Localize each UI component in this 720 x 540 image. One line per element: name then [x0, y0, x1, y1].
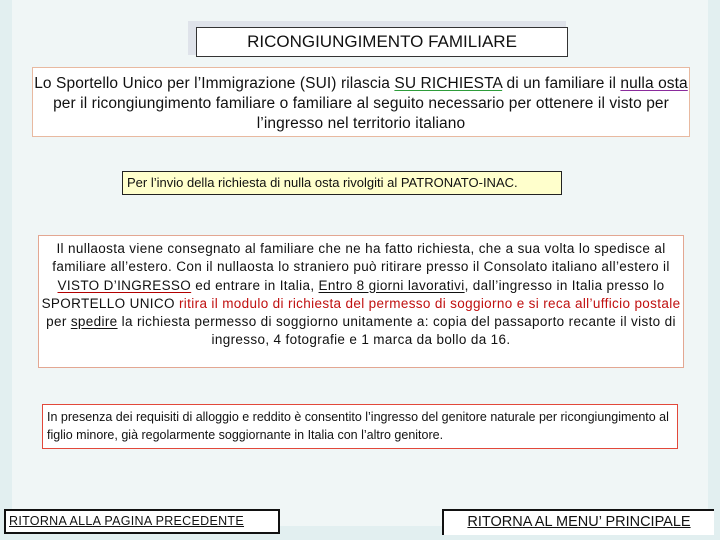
- details-text-5: la richiesta permesso di soggiorno unitamente a: copia del passaporto recante il visto di ingresso, 4 fotografie e 1 marca da bollo da 16.: [117, 314, 676, 348]
- intro-text-2: di un familiare il: [502, 75, 621, 92]
- details-text-4: per: [46, 314, 71, 330]
- su-richiesta-text: SU RICHIESTA: [394, 75, 503, 92]
- nulla-osta-text: nulla osta: [620, 75, 688, 92]
- back-to-main-menu-link[interactable]: RITORNA AL MENU’ PRINCIPALE: [442, 509, 714, 535]
- ritira-modulo-text: ritira il modulo di richiesta del permesso di soggiorno e si reca all’ufficio postale: [178, 295, 681, 311]
- visto-ingresso-text: VISTO D’INGRESSO: [57, 277, 192, 293]
- back-to-previous-page-link[interactable]: RITORNA ALLA PAGINA PRECEDENTE: [4, 509, 280, 534]
- intro-text-1: Lo Sportello Unico per l’Immigrazione (SUI) rilascia: [34, 75, 395, 92]
- details-text-3: , dall’ingresso in Italia presso lo SPORTELLO UNICO: [41, 277, 665, 311]
- details-box: [38, 235, 684, 368]
- spedire-text: spedire: [70, 314, 118, 330]
- patronato-note: Per l’invio della richiesta di nulla osta rivolgiti al PATRONATO-INAC.: [122, 171, 562, 195]
- requirements-note: In presenza dei requisiti di alloggio e reddito è consentito l’ingresso del genitore naturale per ricongiungimento al figlio minore, già regolarmente soggiornante in Italia con l’altro genitore.: [42, 404, 678, 449]
- intro-text-3: per il ricongiungimento familiare o familiare al seguito necessario per ottenere il visto per l’ingresso nel territorio italiano: [53, 95, 669, 132]
- page-frame-right: [708, 0, 720, 540]
- page-frame-left: [0, 0, 12, 540]
- details-text-2: ed entrare in Italia,: [191, 277, 319, 293]
- entro-8-giorni-text: Entro 8 giorni lavorativi: [318, 277, 465, 293]
- intro-box: [32, 67, 690, 137]
- details-text-1: Il nullaosta viene consegnato al familiare che ne ha fatto richiesta, che a sua volta lo spedisce al familiare all’estero. Con il nullaosta lo straniero può ritirare presso il Consolato italiano all’estero il: [52, 241, 670, 275]
- page-title: RICONGIUNGIMENTO FAMILIARE: [196, 27, 568, 57]
